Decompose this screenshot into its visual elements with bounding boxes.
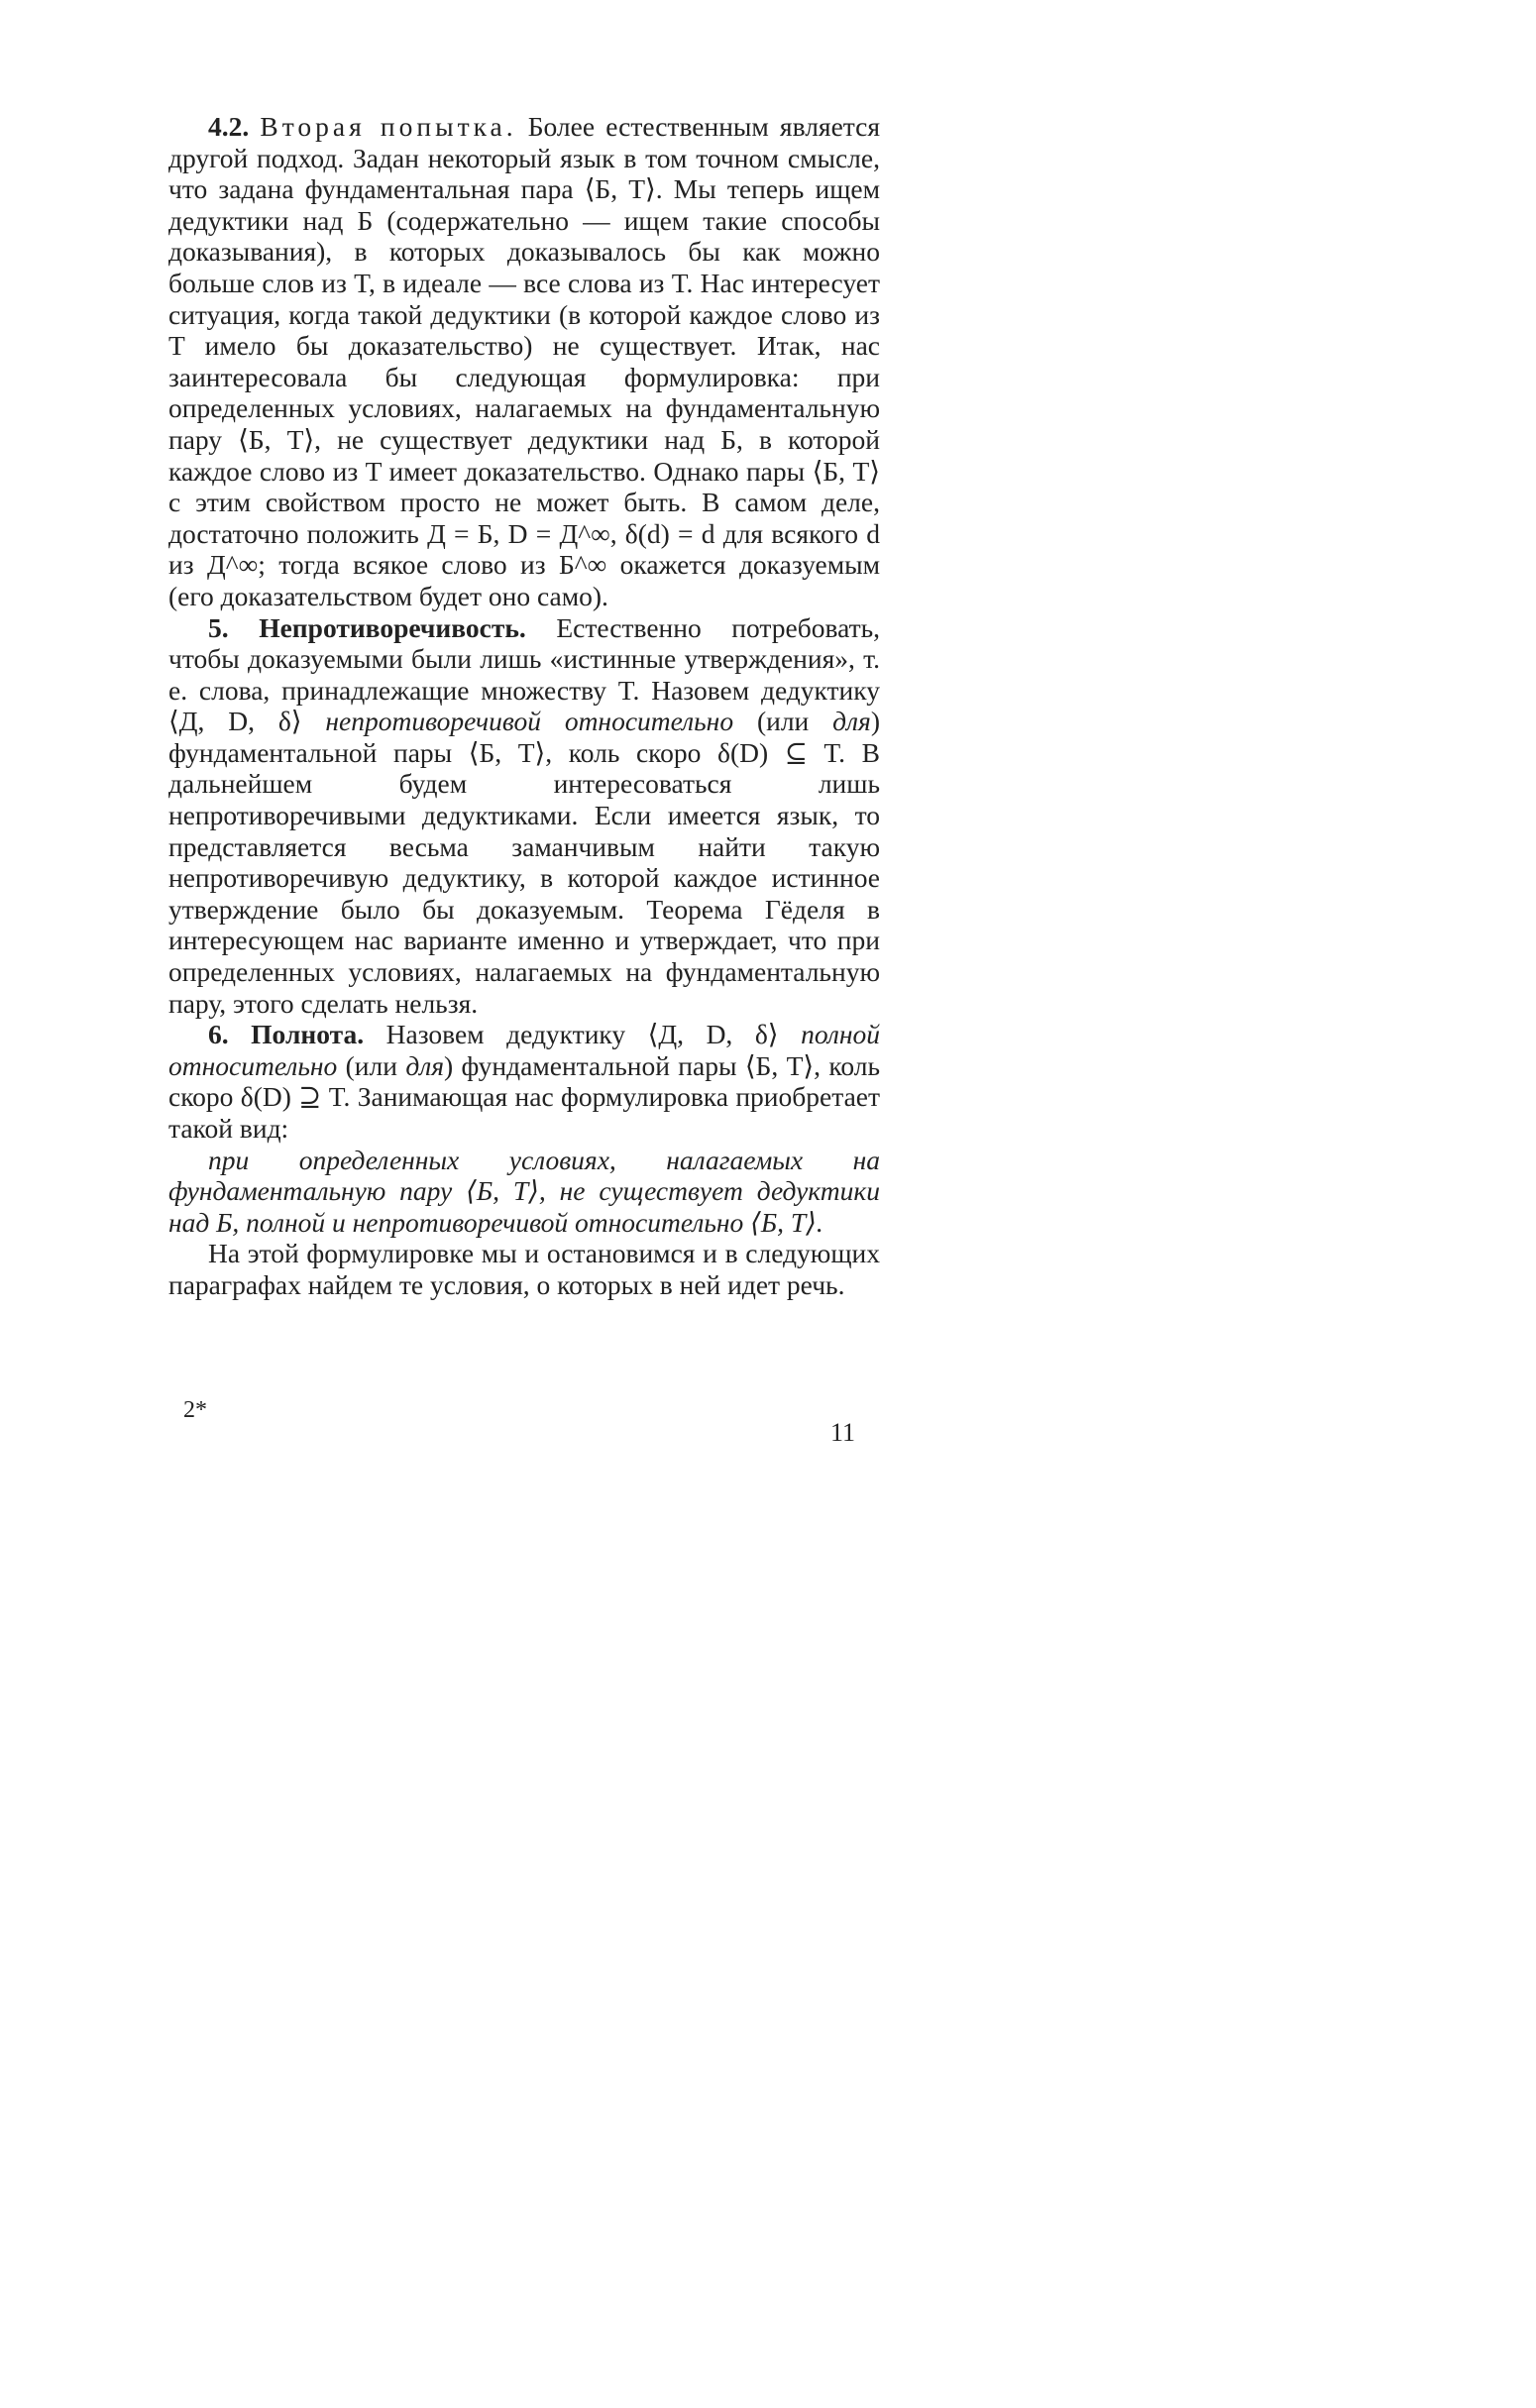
section-number: 6. <box>208 1019 229 1050</box>
section-title: Вторая попытка. <box>260 111 517 142</box>
signature-mark: 2* <box>183 1397 207 1423</box>
page-number: 11 <box>830 1418 856 1447</box>
section-body: Более естественным является другой подход. Задан некоторый язык в том точном смысле, что задана фундаментальная пара ⟨Б, T⟩. Мы теперь ищем дедуктики над Б (содержательно — ищем такие способы доказывания), в которых доказывалось бы как можно больше слов из T, в идеале — все слова из T. Нас интересует ситуация, когда такой дедуктики (в которой каждое слово из T имело бы доказательство) не существует. Итак, нас заинтересовала бы следующая формулировка: при определенных условиях, налагаемых на фундаментальную пару ⟨Б, T⟩, не существует дедуктики над Б, в которой каждое слово из T имеет доказательство. Однако пары ⟨Б, T⟩ с этим свойством просто не может быть. В самом деле, достаточно положить Д = Б, D = Д^∞, δ(d) = d для всякого d из Д^∞; тогда всякое слово из Б^∞ окажется доказуемым (его доказательством будет оно само). <box>168 111 880 611</box>
section-body-part: ) фундаментальной пары ⟨Б, T⟩, коль скоро δ(D) ⊇ T. Занимающая нас формулировка приобретает такой вид: <box>168 1049 880 1144</box>
paragraph-section-5 <box>168 612 880 1020</box>
section-title: Полнота. <box>251 1019 365 1050</box>
page-body <box>168 111 880 1301</box>
defined-term: полной относительно <box>168 1019 881 1081</box>
closing-paragraph: На этой формулировке мы и остановимся и в следующих параграфах найдем те условия, о которых в ней идет речь. <box>168 1238 880 1300</box>
section-body-part: ) фундаментальной пары ⟨Б, T⟩, коль скоро δ(D) ⊆ T. В дальнейшем будем интересоваться лишь непротиворечивыми дедуктиками. Если имеется язык, то представляется весьма заманчивым найти такую непротиворечивую дедуктику, в которой каждое истинное утверждение было бы доказуемым. Теорема Гёделя в интересующем нас варианте именно и утверждает, что при определенных условиях, налагаемых на фундаментальную пару, этого сделать нельзя. <box>168 706 880 1019</box>
section-body-part: Естественно потребовать, чтобы доказуемыми были лишь «истинные утверждения», т. е. слова, принадлежащие множеству T. Назовем дедуктику ⟨Д, D, δ⟩ <box>168 611 881 737</box>
defined-term: непротиворечивой относительно <box>325 706 734 737</box>
formulation-paragraph: при определенных условиях, налагаемых на фундаментальную пару ⟨Б, T⟩, не существует дедуктики над Б, полной и непротиворечивой относительно ⟨Б, T⟩. <box>168 1144 880 1238</box>
paragraph-section-4-2 <box>168 111 880 612</box>
section-body-part: Назовем дедуктику ⟨Д, D, δ⟩ <box>364 1019 802 1050</box>
section-number: 5. <box>208 611 229 643</box>
section-body-part: (или <box>337 1049 406 1081</box>
section-body-part: (или <box>733 706 833 737</box>
paragraph-section-6 <box>168 1019 880 1144</box>
section-title: Непротиворечивость. <box>259 611 526 643</box>
defined-term: для <box>405 1049 445 1081</box>
section-number: 4.2. <box>208 111 250 142</box>
defined-term: для <box>832 706 871 737</box>
